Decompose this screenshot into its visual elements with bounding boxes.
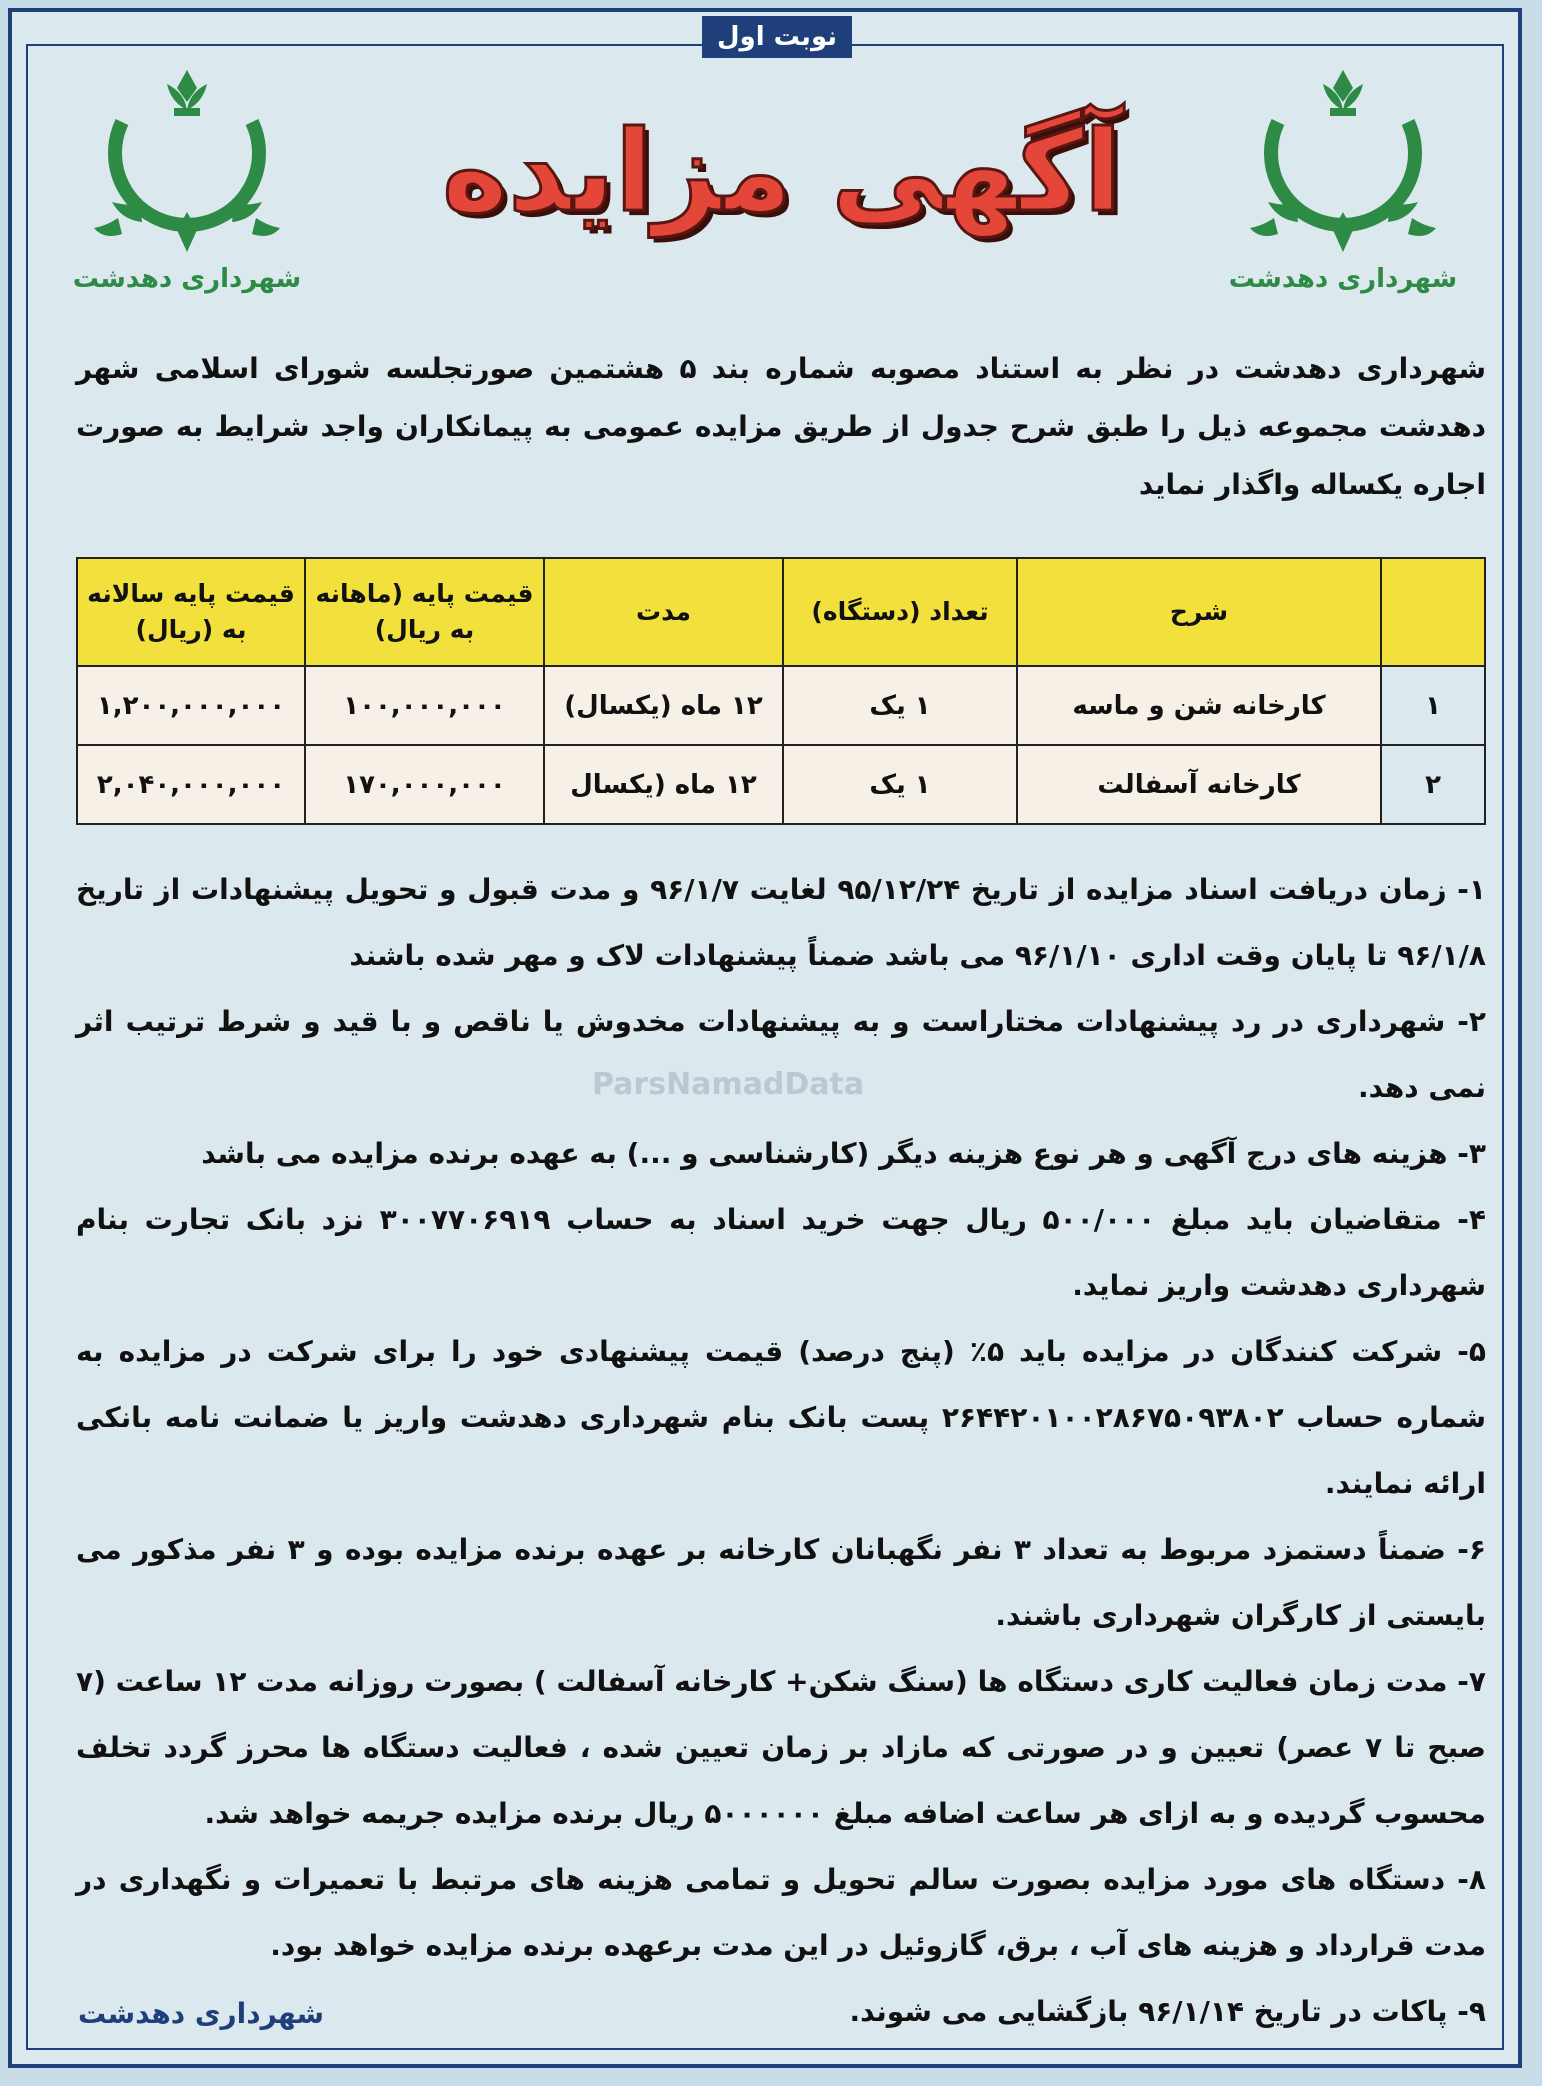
condition-item: ۱- زمان دریافت اسناد مزایده از تاریخ ۹۵/۱۲/۲۴ لغایت ۹۶/۱/۷ و مدت قبول و تحویل پیشنهادات از تاریخ ۹۶/۱/۸ تا پایان وقت اداری ۹۶/۱/۱۰ می باشد ضمناً پیشنهادات لاک و مهر شده باشند bbox=[76, 873, 1486, 972]
intro-paragraph: شهرداری دهدشت در نظر به استناد مصوبه شماره بند ۵ هشتمین صورتجلسه شورای اسلامی شهر دهدشت مجموعه ذیل را طبق شرح جدول از طریق مزایده عمومی به پیمانکاران واجد شرایط به صورت اجاره یکساله واگذار نماید bbox=[76, 352, 1486, 501]
table-row bbox=[77, 745, 1485, 824]
emblem-icon bbox=[82, 62, 292, 262]
row-index: ۲ bbox=[1381, 745, 1485, 824]
watermark: ParsNamadData bbox=[592, 1067, 865, 1102]
emblem-icon bbox=[1238, 62, 1448, 262]
auction-table bbox=[76, 557, 1486, 825]
condition-item: ۶- ضمناً دستمزد مربوط به تعداد ۳ نفر نگهبانان کارخانه بر عهده برنده مزایده بوده و ۳ نفر مذکور می بایستی از کارگران شهرداری باشند. bbox=[76, 1533, 1486, 1632]
row-description: کارخانه شن و ماسه bbox=[1017, 666, 1381, 745]
condition-item: ۵- شرکت کنندگان در مزایده باید ۵٪ (پنج درصد) قیمت پیشنهادی خود را برای شرکت در مزایده به شماره حساب ۲۶۴۴۲۰۱۰۰۲۸۶۷۵۰۹۳۸۰۲ پست بانک بنام شهرداری دهدشت واریز یا ضمانت نامه بانکی ارائه نمایند. bbox=[76, 1335, 1486, 1500]
col-header-description: شرح bbox=[1017, 558, 1381, 666]
col-header-duration: مدت bbox=[544, 558, 783, 666]
condition-item: ۲- شهرداری در رد پیشنهادات مختاراست و به پیشنهادات مخدوش یا ناقص و با قید و شرط ترتیب اثر نمی دهد. bbox=[76, 1005, 1486, 1104]
col-header-index bbox=[1381, 558, 1485, 666]
row-duration: ۱۲ ماه (یکسال) bbox=[544, 666, 783, 745]
row-quantity: ۱ یک bbox=[783, 666, 1017, 745]
condition-item: ۸- دستگاه های مورد مزایده بصورت سالم تحویل و تمامی هزینه های مرتبط با تعمیرات و نگهداری در مدت قرارداد و هزینه های آب ، برق، گازوئیل در این مدت برعهده برنده مزایده خواهد بود. bbox=[76, 1863, 1486, 1962]
table-header-row bbox=[77, 558, 1485, 666]
row-monthly-price: ۱۰۰,۰۰۰,۰۰۰ bbox=[305, 666, 544, 745]
row-annual-price: ۲,۰۴۰,۰۰۰,۰۰۰ bbox=[77, 745, 305, 824]
signature: شهرداری دهدشت bbox=[78, 1997, 325, 2030]
notice-page bbox=[8, 8, 1522, 2068]
col-header-annual-price: قیمت پایه سالانه به (ریال) bbox=[77, 558, 305, 666]
condition-item: ۷- مدت زمان فعالیت کاری دستگاه ها (سنگ شکن+ کارخانه آسفالت ) بصورت روزانه مدت ۱۲ ساعت (۷ صبح تا ۷ عصر) تعیین و در صورتی که مازاد بر زمان تعیین شده ، فعالیت دستگاه ها محرز گردد تخلف محسوب گردیده و به ازای هر ساعت اضافه مبلغ ۵۰۰۰۰۰۰ ریال برنده مزایده جریمه خواهد شد. bbox=[76, 1665, 1486, 1830]
condition-item: ۳- هزینه های درج آگهی و هر نوع هزینه دیگر (کارشناسی و ...) به عهده برنده مزایده می باشد bbox=[201, 1137, 1486, 1170]
col-header-monthly-price: قیمت پایه (ماهانه به ریال) bbox=[305, 558, 544, 666]
logo-caption: شهرداری دهدشت bbox=[1228, 264, 1458, 294]
municipality-logo-left bbox=[72, 62, 302, 332]
row-description: کارخانه آسفالت bbox=[1017, 745, 1381, 824]
conditions-list bbox=[76, 857, 1486, 2045]
badge: نوبت اول bbox=[702, 16, 852, 58]
municipality-logo-right bbox=[1228, 62, 1458, 332]
condition-item: ۹- پاکات در تاریخ ۹۶/۱/۱۴ بازگشایی می شوند. bbox=[849, 1995, 1486, 2028]
col-header-quantity: تعداد (دستگاه) bbox=[783, 558, 1017, 666]
row-annual-price: ۱,۲۰۰,۰۰۰,۰۰۰ bbox=[77, 666, 305, 745]
row-index: ۱ bbox=[1381, 666, 1485, 745]
row-quantity: ۱ یک bbox=[783, 745, 1017, 824]
row-monthly-price: ۱۷۰,۰۰۰,۰۰۰ bbox=[305, 745, 544, 824]
logo-caption: شهرداری دهدشت bbox=[72, 264, 302, 294]
table-row bbox=[77, 666, 1485, 745]
page-title: آگهی مزایده bbox=[441, 107, 1123, 237]
row-duration: ۱۲ ماه (یکسال bbox=[544, 745, 783, 824]
condition-item: ۴- متقاضیان باید مبلغ ۵۰۰/۰۰۰ ریال جهت خرید اسناد به حساب ۳۰۰۷۷۰۶۹۱۹ نزد بانک تجارت بنام شهرداری دهدشت واریز نماید. bbox=[76, 1203, 1487, 1302]
